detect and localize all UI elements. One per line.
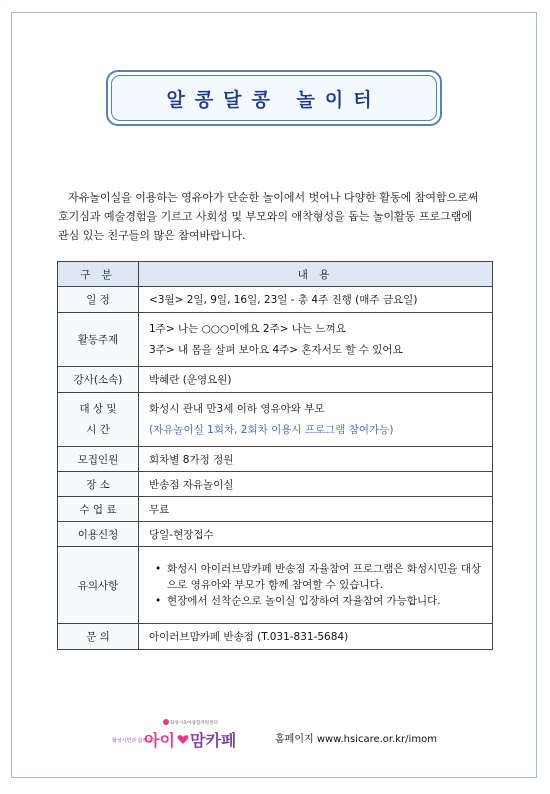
- logo-main-text-2: 맘카페: [190, 731, 237, 750]
- header-category: 구 분: [58, 262, 139, 287]
- fee-value: 무료: [139, 497, 493, 522]
- contact-value: 아이러브맘카페 반송점 (T.031-831-5684): [139, 624, 493, 650]
- theme-line-2: 3주> 내 몸을 살펴 보아요 4주> 혼자서도 할 수 있어요: [149, 343, 403, 356]
- table-row-apply: [58, 522, 493, 547]
- instructor-label: 강사(소속): [58, 367, 139, 393]
- table-row-instructor: [58, 367, 493, 393]
- table-row-capacity: [58, 447, 493, 472]
- table-row-place: [58, 472, 493, 497]
- info-table: [57, 261, 493, 650]
- table-row-contact: [58, 624, 493, 650]
- logo-center-text: 화성시육아종합지원센터: [170, 721, 218, 726]
- notes-item-2: • 현장에서 선착순으로 놀이실 입장하여 자율참여 가능합니다.: [155, 593, 484, 609]
- fee-label: 수 업 료: [58, 497, 139, 522]
- target-label-1: 대 상 및: [79, 402, 117, 415]
- capacity-label: 모집인원: [58, 447, 139, 472]
- notes-list: [149, 561, 492, 609]
- logo-main-text-1: 아이: [144, 731, 175, 750]
- imom-cafe-logo: [112, 715, 262, 753]
- target-line-1: 화성시 관내 만3세 이하 영유아와 부모: [149, 402, 325, 415]
- apply-value: 당일-현장접수: [139, 522, 493, 547]
- schedule-value: <3월> 2일, 9일, 16일, 23일 - 총 4주 진행 (매주 금요일): [139, 287, 493, 313]
- notes-label: 유의사항: [58, 547, 139, 624]
- intro-paragraph: 자유놀이실을 이용하는 영유아가 단순한 놀이에서 벗어나 다양한 활동에 참여함으로써 호기심과 예술경험을 기르고 사회성 및 부모와의 애착형성을 돕는 놀이활동 프로그램에 관심 있는 친구들의 많은 참여바랍니다.: [58, 191, 479, 242]
- table-row-target: [58, 393, 493, 447]
- place-label: 장 소: [58, 472, 139, 497]
- page-title: 알콩달콩 놀이터: [166, 88, 382, 111]
- table-row-schedule: [58, 287, 493, 313]
- logo-dot-icon: [163, 719, 169, 725]
- target-label-2: 시 간: [86, 423, 110, 436]
- capacity-value: 회차별 8가정 정원: [139, 447, 493, 472]
- schedule-label: 일 정: [58, 287, 139, 313]
- table-row-fee: [58, 497, 493, 522]
- table-row-theme: [58, 313, 493, 367]
- heart-icon: [178, 735, 189, 744]
- theme-label: 활동주제: [58, 313, 139, 367]
- contact-label: 문 의: [58, 624, 139, 650]
- homepage-url[interactable]: 홈페이지 www.hsicare.or.kr/imom: [275, 734, 437, 745]
- theme-line-1: 1주> 나는 ○○○이에요 2주> 나는 느껴요: [149, 322, 346, 335]
- title-box: [106, 70, 442, 126]
- target-line-2: (자유놀이실 1회차, 2회차 이용시 프로그램 참여가능): [149, 423, 394, 436]
- table-row-notes: [58, 547, 493, 624]
- place-value: 반송점 자유놀이실: [139, 472, 493, 497]
- notes-item-1: • 화성시 아이러브맘카페 반송점 자율참여 프로그램은 화성시민을 대상으로 영유아와 부모가 함께 참여할 수 있습니다.: [155, 561, 484, 593]
- table-header-row: [58, 262, 493, 287]
- instructor-value: 박혜란 (운영요원): [139, 367, 493, 393]
- logo-small-text: 화성시민과 함께하는: [112, 738, 158, 744]
- header-content: 내 용: [139, 262, 493, 287]
- apply-label: 이용신청: [58, 522, 139, 547]
